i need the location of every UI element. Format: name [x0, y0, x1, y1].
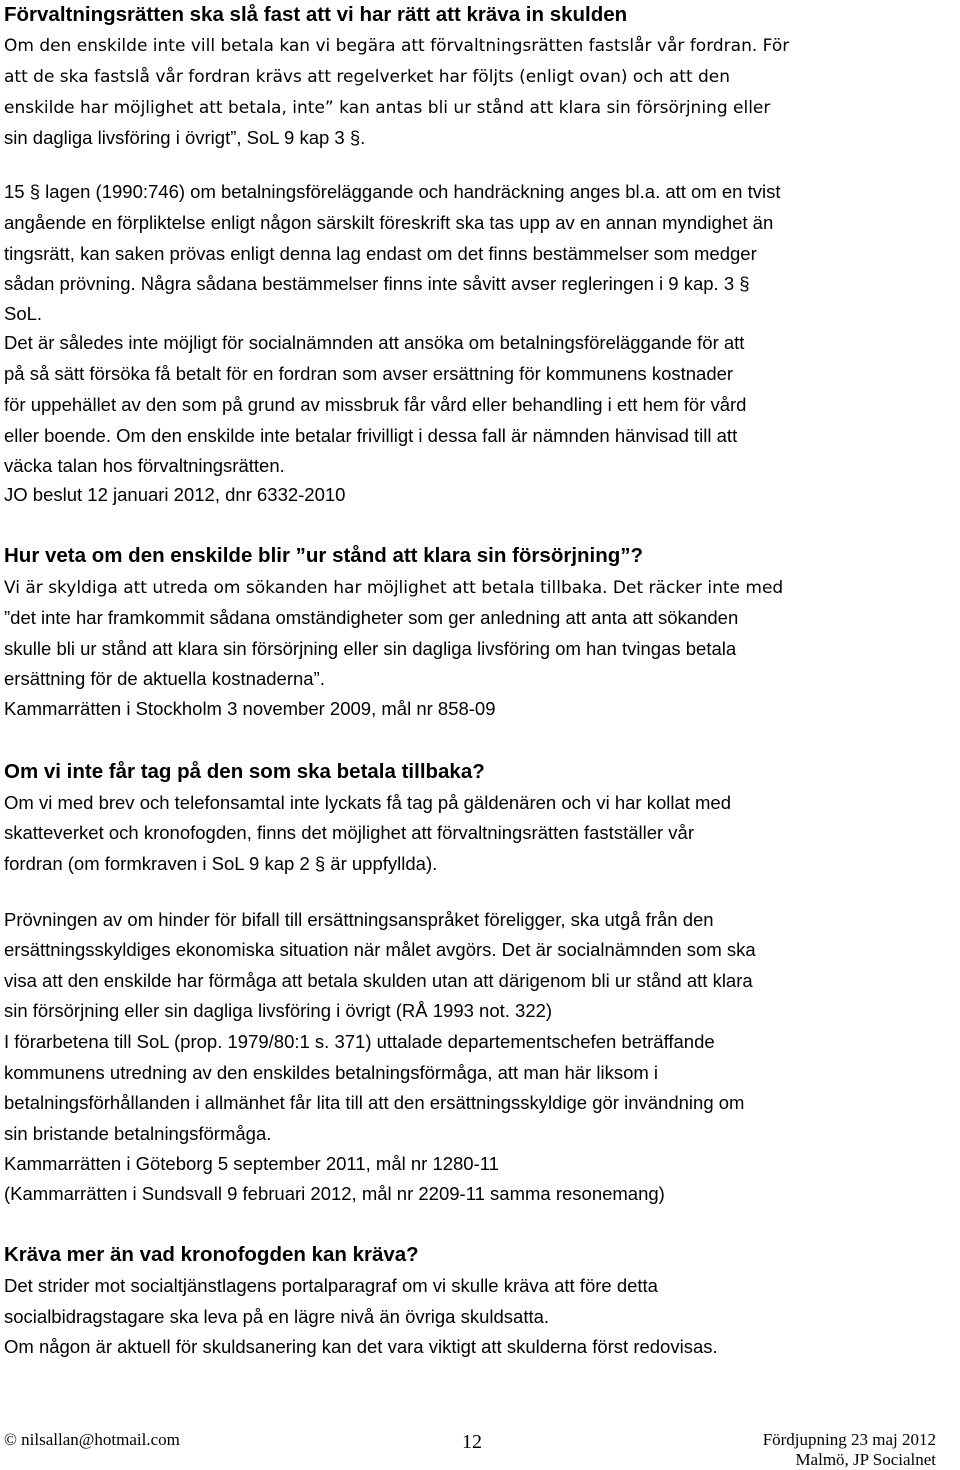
- reference-line: (Kammarrätten i Sundsvall 9 februari 2012, mål nr 2209-11 samma resonemang): [4, 1183, 665, 1204]
- paragraph-line: socialbidragstagare ska leva på en lägre nivå än övriga skuldsatta.: [4, 1306, 550, 1327]
- paragraph-line: för uppehället av den som på grund av missbruk får vård eller behandling i ett hem för vård: [4, 394, 747, 415]
- paragraph-line: enskilde har möjlighet att betala, inte” kan antas bli ur stånd att klara sin försörjning eller: [4, 98, 771, 118]
- paragraph-line: Prövningen av om hinder för bifall till ersättningsanspråket föreligger, ska utgå från den: [4, 909, 714, 930]
- reference-line: Kammarrätten i Stockholm 3 november 2009, mål nr 858-09: [4, 698, 496, 719]
- paragraph-line: sådan prövning. Några sådana bestämmelser finns inte såvitt avser regleringen i 9 kap. 3 §: [4, 273, 750, 294]
- paragraph-line: skatteverket och kronofogden, finns det möjlighet att förvaltningsrätten fastställer vår: [4, 822, 695, 843]
- paragraph-line: Om vi med brev och telefonsamtal inte lyckats få tag på gäldenären och vi har kollat med: [4, 792, 732, 813]
- paragraph-line: ”det inte har framkommit sådana omständigheter som ger anledning att anta att sökanden: [4, 607, 739, 628]
- paragraph-line: fordran (om formkraven i SoL 9 kap 2 § är uppfyllda).: [4, 853, 438, 874]
- paragraph-line: på så sätt försöka få betalt för en fordran som avser ersättning för kommunens kostnader: [4, 363, 734, 384]
- paragraph-line: 15 § lagen (1990:746) om betalningsföreläggande och handräckning anges bl.a. att om en tvist: [4, 181, 781, 202]
- paragraph-line: Om den enskilde inte vill betala kan vi begära att förvaltningsrätten fastslår vår fordran. För: [4, 36, 790, 56]
- footer-author: Malmö, JP Socialnet: [795, 1450, 936, 1469]
- paragraph-line: Det strider mot socialtjänstlagens portalparagraf om vi skulle kräva att före detta: [4, 1275, 658, 1296]
- footer-info: [763, 1430, 936, 1470]
- paragraph-line: skulle bli ur stånd att klara sin försörjning eller sin dagliga livsföring om han tvingas betala: [4, 638, 737, 659]
- page-number: 12: [462, 1431, 482, 1453]
- paragraph-line: Om någon är aktuell för skuldsanering kan det vara viktigt att skulderna först redovisas.: [4, 1336, 718, 1357]
- section-heading: Förvaltningsrätten ska slå fast att vi har rätt att kräva in skulden: [4, 3, 628, 26]
- paragraph-line: Det är således inte möjligt för socialnämnden att ansöka om betalningsföreläggande för att: [4, 332, 745, 353]
- footer-doc-title: Fördjupning 23 maj 2012: [762, 1430, 936, 1449]
- section-heading: Om vi inte får tag på den som ska betala tillbaka?: [4, 760, 485, 783]
- paragraph-line: Vi är skyldiga att utreda om sökanden har möjlighet att betala tillbaka. Det räcker inte med: [4, 578, 784, 598]
- paragraph-line: sin försörjning eller sin dagliga livsföring i övrigt (RÅ 1993 not. 322): [4, 1000, 553, 1021]
- paragraph-line: SoL.: [4, 303, 43, 324]
- paragraph-line: väcka talan hos förvaltningsrätten.: [4, 455, 285, 476]
- paragraph-line: ersättningsskyldiges ekonomiska situation när målet avgörs. Det är socialnämnden som ska: [4, 939, 756, 960]
- paragraph-line: sin dagliga livsföring i övrigt”, SoL 9 kap 3 §.: [4, 127, 366, 148]
- paragraph-line: kommunens utredning av den enskildes betalningsförmåga, att man här liksom i: [4, 1062, 659, 1083]
- paragraph-line: tingsrätt, kan saken prövas enligt denna lag endast om det finns bestämmelser som medger: [4, 243, 757, 264]
- paragraph-line: I förarbetena till SoL (prop. 1979/80:1 s. 371) uttalade departementschefen beträffande: [4, 1031, 715, 1052]
- footer-contact: © nilsallan@hotmail.com: [4, 1430, 180, 1449]
- paragraph-line: ersättning för de aktuella kostnaderna”.: [4, 668, 325, 689]
- section-heading: Kräva mer än vad kronofogden kan kräva?: [4, 1243, 419, 1266]
- paragraph-line: eller boende. Om den enskilde inte betalar frivilligt i dessa fall är nämnden hänvisad till att: [4, 425, 738, 446]
- reference-line: JO beslut 12 januari 2012, dnr 6332-2010: [4, 484, 346, 505]
- paragraph-line: angående en förpliktelse enligt någon särskilt föreskrift ska tas upp av en annan myndighet än: [4, 212, 774, 233]
- section-heading: Hur veta om den enskilde blir ”ur stånd att klara sin försörjning”?: [4, 544, 644, 567]
- reference-line: Kammarrätten i Göteborg 5 september 2011, mål nr 1280-11: [4, 1153, 499, 1174]
- paragraph-line: att de ska fastslå vår fordran krävs att regelverket har följts (enligt ovan) och att den: [4, 67, 731, 87]
- paragraph-line: visa att den enskilde har förmåga att betala skulden utan att därigenom bli ur stånd att klara: [4, 970, 753, 991]
- paragraph-line: sin bristande betalningsförmåga.: [4, 1123, 272, 1144]
- paragraph-line: betalningsförhållanden i allmänhet får lita till att den ersättningsskyldige gör invändning om: [4, 1092, 745, 1113]
